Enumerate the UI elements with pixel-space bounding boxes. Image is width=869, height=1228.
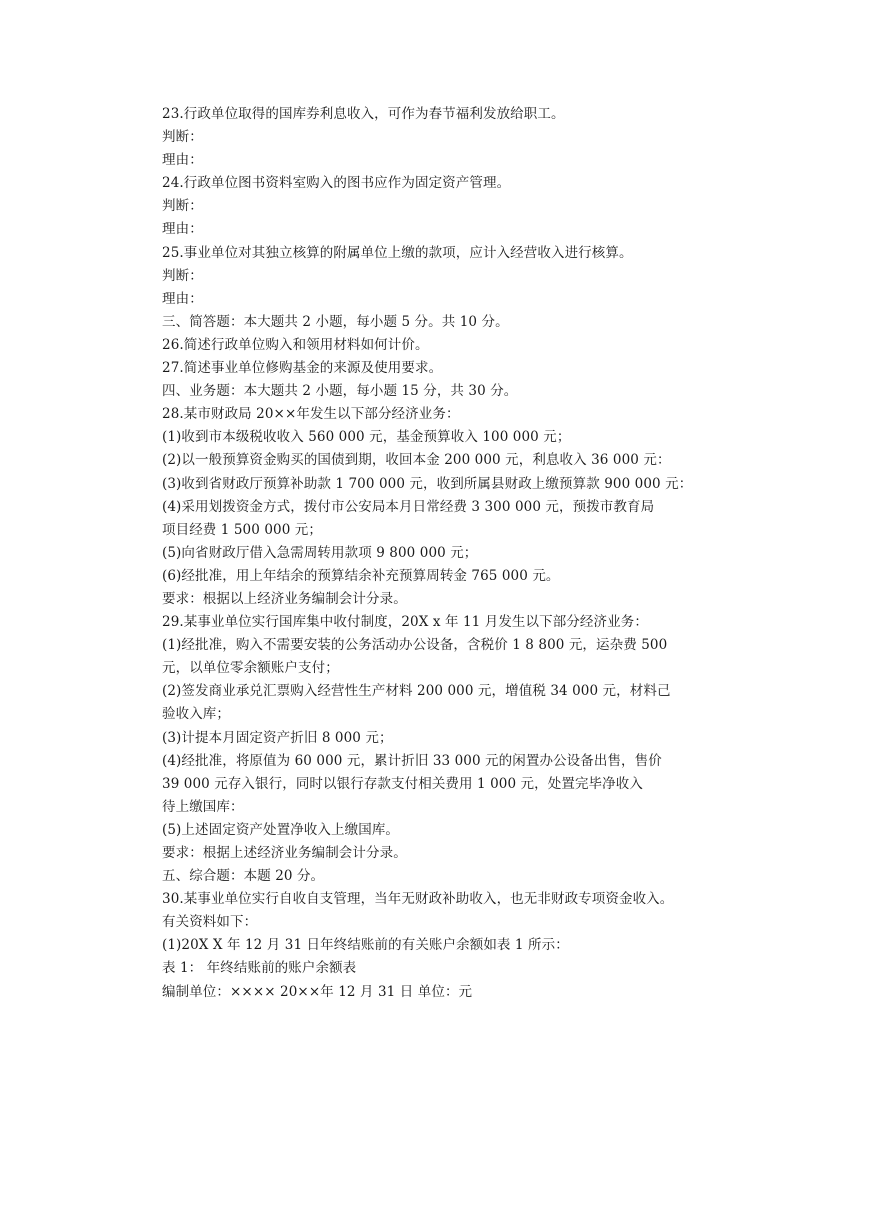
question-27: 27.简述事业单位修购基金的来源及使用要求。 xyxy=(162,360,443,377)
question-30: 30.某事业单位实行自收自支管理，当年无财政补助收入，也无非财政专项资金收入。 xyxy=(162,891,674,908)
question-29-item-2-cont: 验收入库； xyxy=(162,706,230,723)
question-29-item-4: (4)经批准，将原值为 60 000 元，累计折旧 33 000 元的闲置办公设备出售，售价 xyxy=(162,752,662,769)
question-29-requirement: 要求：根据上述经济业务编制会计分录。 xyxy=(162,845,407,861)
reason-label: 理由： xyxy=(162,152,203,169)
question-28-item-1: (1)收到市本级税收收入 560 000 元，基金预算收入 100 000 元； xyxy=(162,429,571,446)
question-23: 23.行政单位取得的国库券利息收入，可作为春节福利发放给职工。 xyxy=(162,106,565,122)
reason-label: 理由： xyxy=(162,221,203,238)
section-heading-comprehensive: 五、综合题：本题 20 分。 xyxy=(162,868,325,885)
question-29-item-5: (5)上述固定资产处置净收入上缴国库。 xyxy=(162,821,400,838)
section-heading-business: 四、业务题：本大题共 2 小题，每小题 15 分，共 30 分。 xyxy=(162,383,518,400)
question-28-item-2: (2)以一般预算资金购买的国债到期，收回本金 200 000 元，利息收入 36 000 元： xyxy=(162,452,671,469)
question-28: 28.某市财政局 20××年发生以下部分经济业务： xyxy=(162,406,460,423)
question-30-item-1: (1)20X X 年 12 月 31 日年终结账前的有关账户余额如表 1 所示： xyxy=(162,937,569,954)
document-page xyxy=(162,103,862,1004)
question-29-item-4-cont: 39 000 元存入银行，同时以银行存款支付相关费用 1 000 元，处置完毕净收入 xyxy=(162,775,643,792)
question-28-item-5: (5)向省财政厅借入急需周转用款项 9 800 000 元； xyxy=(162,544,478,561)
table-caption: 表 1： 年终结账前的账户余额表 xyxy=(162,960,357,977)
question-25: 25.事业单位对其独立核算的附属单位上缴的款项，应计入经营收入进行核算。 xyxy=(162,244,633,261)
question-28-item-4: (4)采用划拨资金方式，拨付市公安局本月日常经费 3 300 000 元，预拨市教育局 xyxy=(162,498,655,515)
question-26: 26.简述行政单位购入和领用材料如何计价。 xyxy=(162,336,429,353)
question-28-item-4-cont: 项目经费 1 500 000 元； xyxy=(162,521,322,538)
judgment-label: 判断： xyxy=(162,198,203,215)
question-28-item-6: (6)经批准，用上年结余的预算结余补充预算周转金 765 000 元。 xyxy=(162,567,560,584)
question-30-intro: 有关资料如下： xyxy=(162,914,258,931)
question-24: 24.行政单位图书资料室购入的图书应作为固定资产管理。 xyxy=(162,175,511,192)
question-29-item-1: (1)经批准，购入不需要安装的公务活动办公设备，含税价 1 8 800 元，运杂费 500 xyxy=(162,637,668,654)
table-header-info: 编制单位：×××× 20××年 12 月 31 日 单位：元 xyxy=(162,983,473,1000)
reason-label: 理由： xyxy=(162,290,203,307)
question-28-item-3: (3)收到省财政厅预算补助款 1 700 000 元，收到所属县财政上缴预算款 900 000 元： xyxy=(162,475,693,492)
judgment-label: 判断： xyxy=(162,267,203,284)
question-29-item-3: (3)计提本月固定资产折旧 8 000 元； xyxy=(162,729,393,746)
question-28-requirement: 要求：根据以上经济业务编制会计分录。 xyxy=(162,590,407,607)
question-29-item-1-cont: 元，以单位零余额账户支付； xyxy=(162,660,339,677)
judgment-label: 判断： xyxy=(162,129,203,146)
question-29: 29.某事业单位实行国库集中收付制度，20X x 年 11 月发生以下部分经济业务： xyxy=(162,614,648,631)
question-29-item-4-cont-2: 待上缴国库： xyxy=(162,798,244,815)
section-heading-short-answer: 三、简答题：本大题共 2 小题，每小题 5 分。共 10 分。 xyxy=(162,313,509,330)
question-29-item-2: (2)签发商业承兑汇票购入经营性生产材料 200 000 元，增值税 34 000 元，材料己 xyxy=(162,683,671,700)
